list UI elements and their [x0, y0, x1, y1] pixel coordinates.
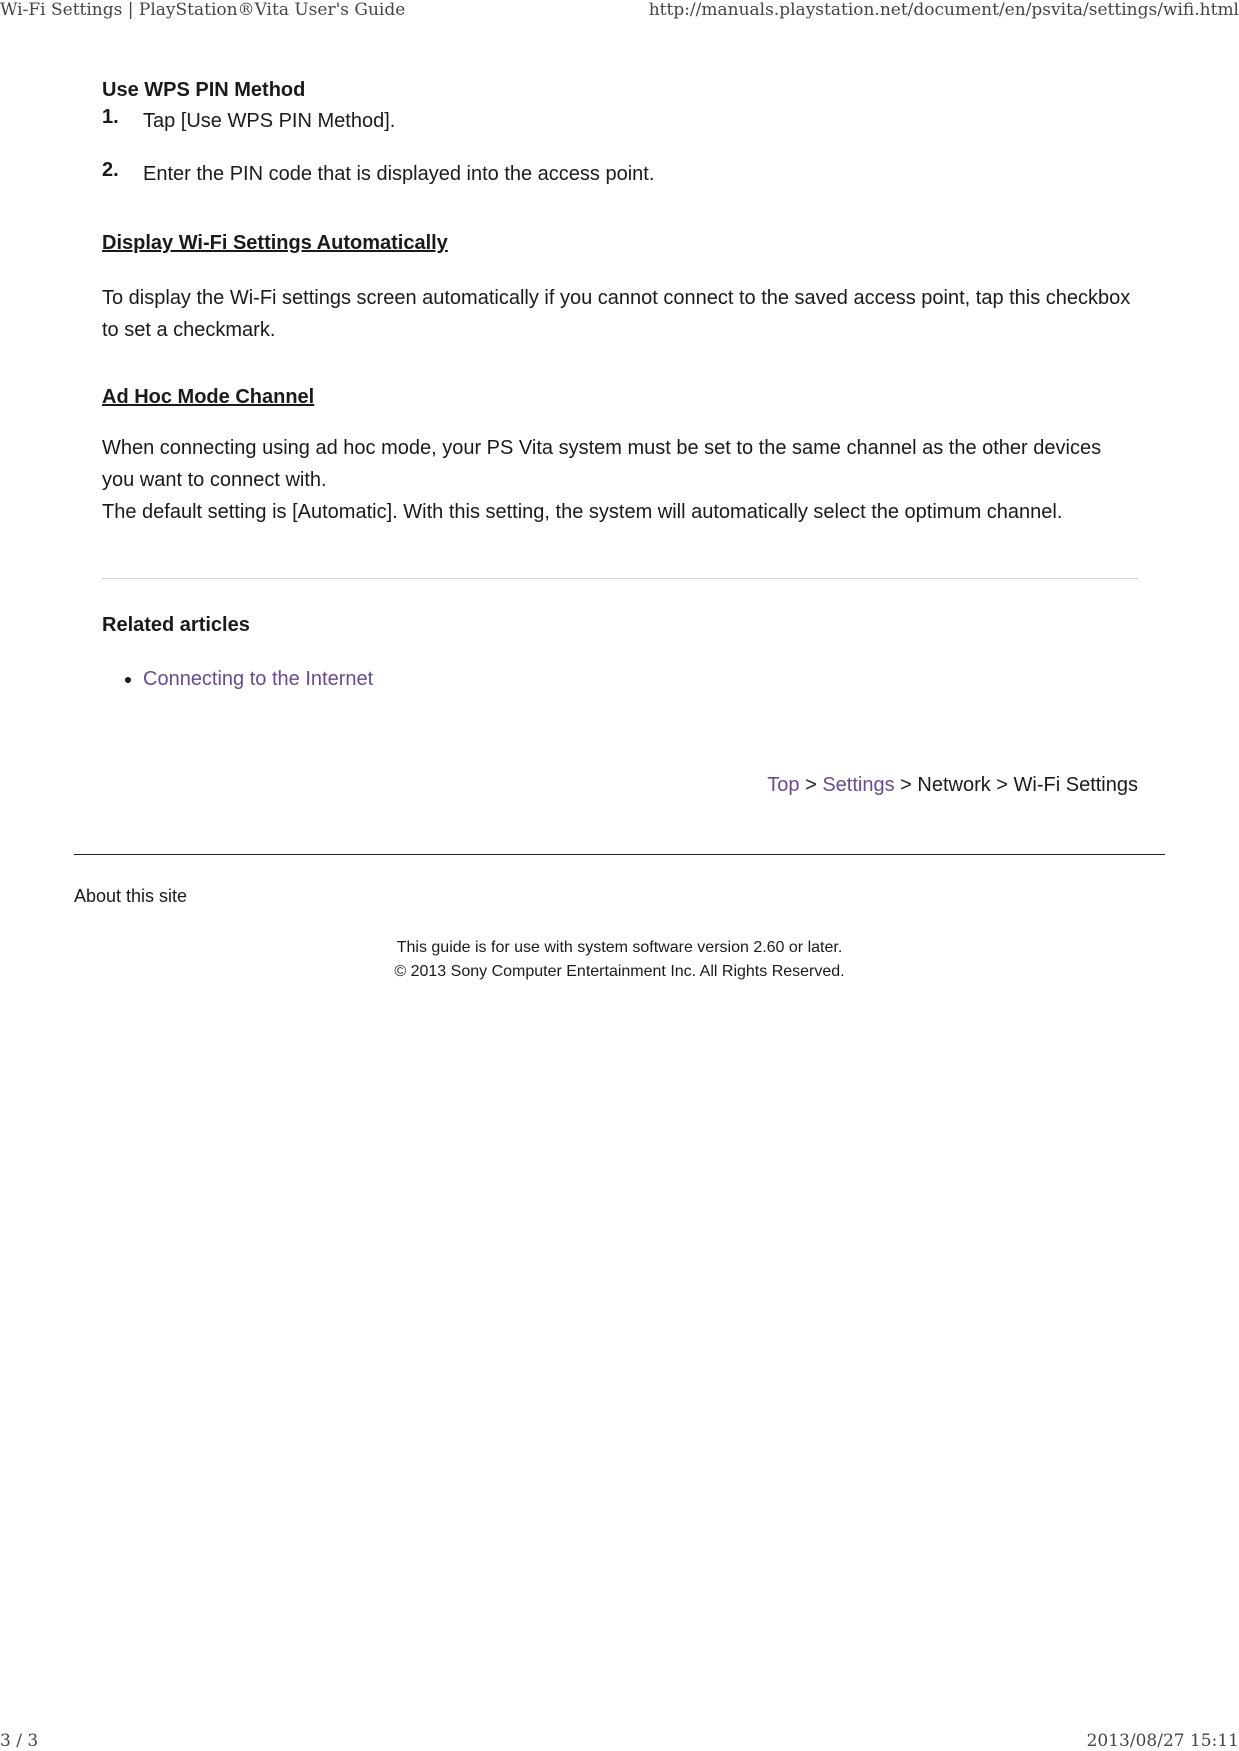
main-content — [102, 78, 1138, 797]
breadcrumb-separator: > — [799, 774, 823, 796]
breadcrumb — [102, 773, 1138, 797]
wps-pin-heading: Use WPS PIN Method — [102, 79, 306, 101]
display-auto-section — [102, 230, 1138, 346]
copyright-text: © 2013 Sony Computer Entertainment Inc. All Rights Reserved. — [394, 963, 845, 980]
about-this-site-link[interactable]: About this site — [74, 886, 188, 906]
step-number: 2. — [102, 159, 119, 181]
adhoc-text — [102, 432, 1138, 528]
print-page-number: 3 / 3 — [0, 1731, 39, 1751]
print-header — [0, 0, 1239, 20]
print-page-url: http://manuals.playstation.net/document/en/psvita/settings/wifi.html — [648, 0, 1239, 20]
adhoc-heading: Ad Hoc Mode Channel — [102, 386, 315, 408]
adhoc-section — [102, 384, 1138, 528]
footer-notice — [0, 936, 1239, 984]
breadcrumb-separator: > — [894, 774, 918, 796]
related-articles-list — [102, 667, 1138, 691]
breadcrumb-separator: > — [990, 774, 1014, 796]
step-item — [102, 161, 1138, 187]
print-datetime: 2013/08/27 15:11 — [1086, 1731, 1239, 1751]
step-number: 1. — [102, 106, 119, 128]
software-version-note: This guide is for use with system software version 2.60 or later. — [396, 939, 843, 956]
related-articles-heading: Related articles — [102, 614, 250, 636]
step-text: Tap [Use WPS PIN Method]. — [143, 110, 396, 132]
display-auto-heading: Display Wi-Fi Settings Automatically — [102, 232, 448, 254]
breadcrumb-top-link[interactable]: Top — [767, 774, 800, 796]
adhoc-text-line-1: When connecting using ad hoc mode, your PS Vita system must be set to the same channel as the other devices you want to connect with. — [102, 437, 1102, 491]
section-divider — [102, 578, 1138, 579]
wps-pin-steps — [102, 108, 1138, 187]
adhoc-text-line-2: The default setting is [Automatic]. With this setting, the system will automatically select the optimum channel. — [102, 501, 1063, 523]
print-page-title: Wi-Fi Settings | PlayStation®Vita User's Guide — [0, 0, 406, 20]
step-item — [102, 108, 1138, 134]
footer-divider — [74, 854, 1165, 855]
related-article-item — [143, 667, 1138, 691]
display-auto-text: To display the Wi-Fi settings screen automatically if you cannot connect to the saved access point, tap this checkbox to set a checkmark. — [102, 287, 1131, 341]
breadcrumb-settings-link[interactable]: Settings — [822, 774, 895, 796]
print-footer — [0, 1731, 1239, 1751]
step-text: Enter the PIN code that is displayed into the access point. — [143, 163, 655, 185]
breadcrumb-network: Network — [917, 774, 991, 796]
wps-pin-section — [102, 78, 1138, 187]
breadcrumb-current: Wi-Fi Settings — [1013, 774, 1138, 796]
related-link-connecting-internet[interactable]: Connecting to the Internet — [143, 668, 374, 690]
